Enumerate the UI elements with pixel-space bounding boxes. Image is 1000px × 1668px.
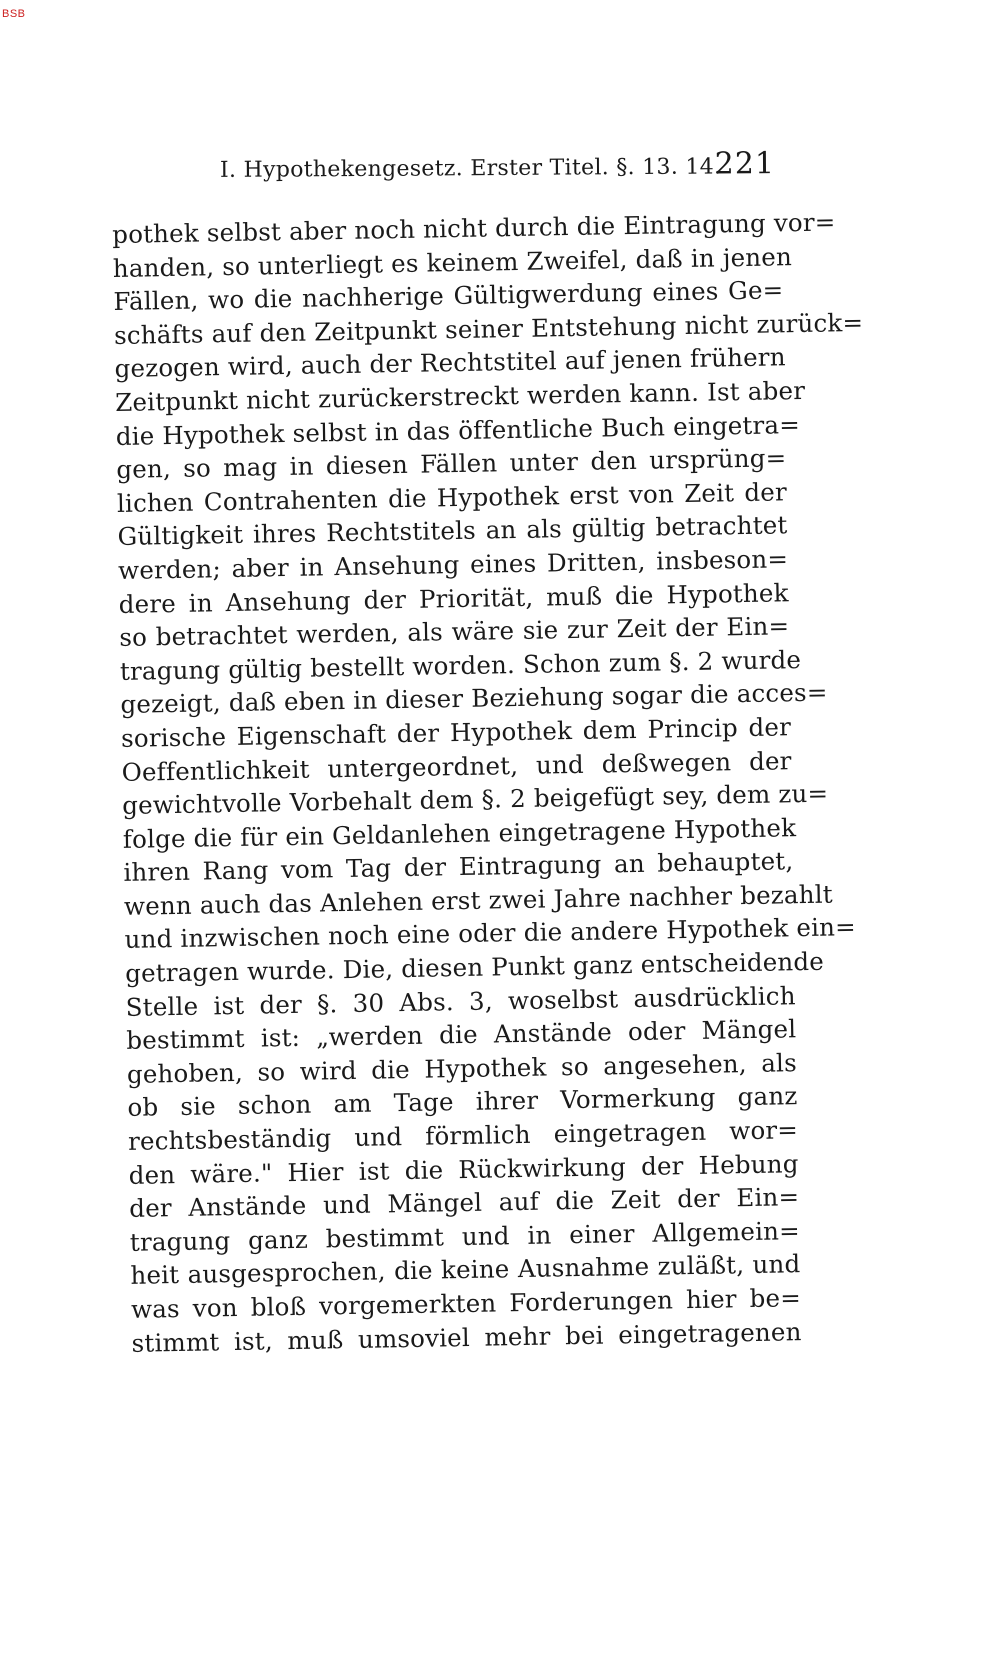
text-line: Stelle ist der §. 30 Abs. 3, woselbst ausdrücklich: [125, 980, 796, 1022]
text-line: pothek selbst aber noch nicht durch die Eintragung vor=: [112, 207, 836, 249]
running-title: I. Hypothekengesetz. Erster Titel. §. 13. 14.: [219, 154, 722, 183]
text-line: ihren Rang vom Tag der Eintragung an behauptet,: [123, 846, 794, 888]
text-line: Zeitpunkt nicht zurückerstreckt werden kann. Ist aber: [114, 375, 806, 417]
text-line: ob sie schon am Tage ihrer Vormerkung ganz: [127, 1081, 798, 1123]
text-line: bestimmt ist: „werden die Anstände oder Mängel: [126, 1014, 797, 1056]
page-number: 221: [714, 146, 776, 182]
text-line: was von bloß vorgemerkten Forderungen hier be=: [130, 1283, 802, 1324]
text-line: tragung gültig bestellt worden. Schon zum §. 2 wurde: [119, 644, 802, 686]
text-line: der Anstände und Mängel auf die Zeit der Ein=: [129, 1182, 800, 1224]
body-text: [112, 206, 864, 1360]
text-line: schäfts auf den Zeitpunkt seiner Entstehung nicht zurück=: [113, 307, 864, 350]
text-line: folge die für ein Geldanlehen eingetragene Hypothek: [122, 812, 797, 854]
text-line: getragen wurde. Die, diesen Punkt ganz entscheidende: [124, 946, 825, 988]
text-line: heit ausgesprochen, die keine Ausnahme zuläßt, und: [130, 1249, 801, 1291]
text-line: so betrachtet werden, als wäre sie zur Zeit der Ein=: [119, 611, 790, 653]
text-line: und inzwischen noch eine oder die andere Hypothek ein=: [124, 912, 857, 955]
text-line: rechtsbeständig und förmlich eingetragen wor=: [127, 1115, 799, 1156]
text-line: gewichtvolle Vorbehalt dem §. 2 beigefügt sey, dem zu=: [122, 778, 829, 821]
library-mark: BSB: [2, 8, 26, 20]
text-line: die Hypothek selbst in das öffentliche Buch eingetra=: [115, 409, 801, 451]
text-line: wenn auch das Anlehen erst zwei Jahre nachher bezahlt: [123, 879, 834, 921]
text-line: gezogen wird, auch der Rechtstitel auf jenen frühern: [114, 342, 786, 384]
text-line: Fällen, wo die nachherige Gültigwerdung eines Ge=: [113, 275, 784, 317]
text-line: Gültigkeit ihres Rechtstitels an als gültig betrachtet: [117, 510, 788, 552]
text-line: stimmt ist, muß umsoviel mehr bei eingetragenen: [131, 1316, 802, 1358]
text-line: lichen Contrahenten die Hypothek erst von Zeit der: [116, 477, 788, 518]
text-line: gehoben, so wird die Hypothek so angesehen, als: [126, 1048, 798, 1089]
text-line: gezeigt, daß eben in dieser Beziehung sogar die acces=: [120, 677, 828, 720]
text-line: handen, so unterliegt es keinem Zweifel, daß in jenen: [112, 241, 793, 283]
text-line: tragung ganz bestimmt und in einer Allgemein=: [129, 1215, 801, 1257]
running-head: [220, 146, 775, 190]
text-line: gen, so mag in diesen Fällen unter den ursprüng=: [116, 443, 787, 485]
text-line: dere in Ansehung der Priorität, muß die Hypothek: [118, 577, 789, 619]
text-line: Oeffentlichkeit untergeordnet, und deßwegen der: [121, 745, 792, 787]
text-line: den wäre." Hier ist die Rückwirkung der Hebung: [128, 1148, 799, 1190]
text-line: sorische Eigenschaft der Hypothek dem Princip der: [120, 712, 792, 753]
text-line: werden; aber in Ansehung eines Dritten, insbeson=: [117, 544, 789, 585]
